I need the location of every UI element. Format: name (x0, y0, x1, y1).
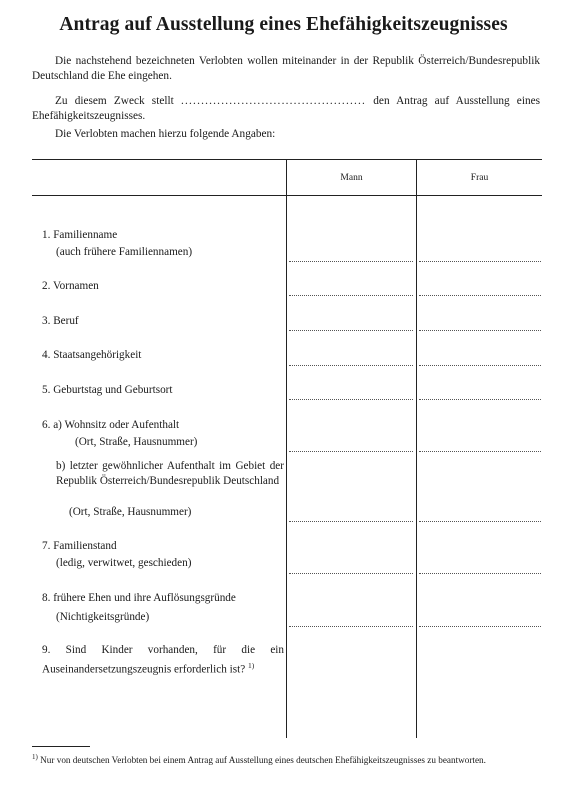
item-9-footnote-ref: 1) (247, 661, 255, 670)
item-4-mann-field[interactable] (289, 365, 413, 366)
item-8-label: 8. frühere Ehen und ihre Auflösungsgründe (42, 592, 236, 604)
item-3-frau-field[interactable] (419, 330, 541, 331)
column-header-frau: Frau (470, 173, 489, 183)
item-5-frau-field[interactable] (419, 399, 541, 400)
item-9-text: 9. Sind Kinder vorhanden, für die ein Auseinandersetzungszeugnis erforderlich ist? (42, 644, 284, 676)
column-divider-frau (416, 160, 417, 738)
item-4-frau-field[interactable] (419, 365, 541, 366)
item-1-hint: (auch frühere Familiennamen) (56, 246, 193, 258)
footnote-rule (32, 746, 90, 747)
item-6a-frau-field[interactable] (419, 451, 541, 452)
item-8-hint: (Nichtigkeitsgründe) (56, 611, 150, 623)
footnote-mark: 1) (32, 753, 38, 761)
item-6a-hint: (Ort, Straße, Hausnummer) (75, 436, 198, 448)
item-6a-label: 6. a) Wohnsitz oder Aufenthalt (42, 419, 180, 431)
item-1-frau-field[interactable] (419, 261, 541, 262)
request-prefix: Zu diesem Zweck stellt (55, 95, 174, 107)
info-line: Die Verlobten machen hierzu folgende Angaben: (55, 128, 276, 140)
item-7-frau-field[interactable] (419, 573, 541, 574)
footnote-text: Nur von deutschen Verlobten bei einem Antrag auf Ausstellung eines deutschen Ehefähigkeitszeugnisses zu beantworten. (40, 755, 486, 766)
item-2-mann-field[interactable] (289, 295, 413, 296)
item-1-mann-field[interactable] (289, 261, 413, 262)
column-divider-mann (286, 160, 287, 738)
item-6a-mann-field[interactable] (289, 451, 413, 452)
item-6b-mann-field[interactable] (289, 521, 413, 522)
item-4-label: 4. Staatsangehörigkeit (42, 349, 142, 361)
item-3-label: 3. Beruf (42, 315, 79, 327)
item-6b-hint: (Ort, Straße, Hausnummer) (69, 506, 192, 518)
item-9-label (42, 643, 284, 678)
applicant-blank[interactable]: .............................................. (180, 95, 367, 107)
item-5-mann-field[interactable] (289, 399, 413, 400)
request-suffix: den Antrag auf Ausstellung eines Ehefähigkeitszeugnisses. (32, 95, 541, 122)
item-6b-frau-field[interactable] (419, 521, 541, 522)
item-6b-label: b) letzter gewöhnlicher Aufenthalt im Gebiet der Republik Österreich/Bundesrepublik Deutschland (56, 460, 284, 487)
form-title: Antrag auf Ausstellung eines Ehefähigkeitszeugnisses (59, 14, 508, 35)
request-paragraph (32, 94, 540, 124)
item-7-label: 7. Familienstand (42, 540, 117, 552)
item-7-hint: (ledig, verwitwet, geschieden) (56, 557, 192, 569)
item-8-frau-field[interactable] (419, 626, 541, 627)
table-top-rule (32, 159, 542, 160)
item-8-mann-field[interactable] (289, 626, 413, 627)
item-2-label: 2. Vornamen (42, 280, 99, 292)
table-header-rule (32, 195, 542, 196)
item-5-label: 5. Geburtstag und Geburtsort (42, 384, 173, 396)
item-1-label: 1. Familienname (42, 229, 118, 241)
column-header-mann: Mann (340, 173, 363, 183)
item-3-mann-field[interactable] (289, 330, 413, 331)
footnote (32, 752, 544, 767)
item-7-mann-field[interactable] (289, 573, 413, 574)
intro-paragraph: Die nachstehend bezeichneten Verlobten wollen miteinander in der Republik Österreich/Bundesrepublik Deutschland die Ehe eingehen. (32, 55, 540, 82)
item-2-frau-field[interactable] (419, 295, 541, 296)
